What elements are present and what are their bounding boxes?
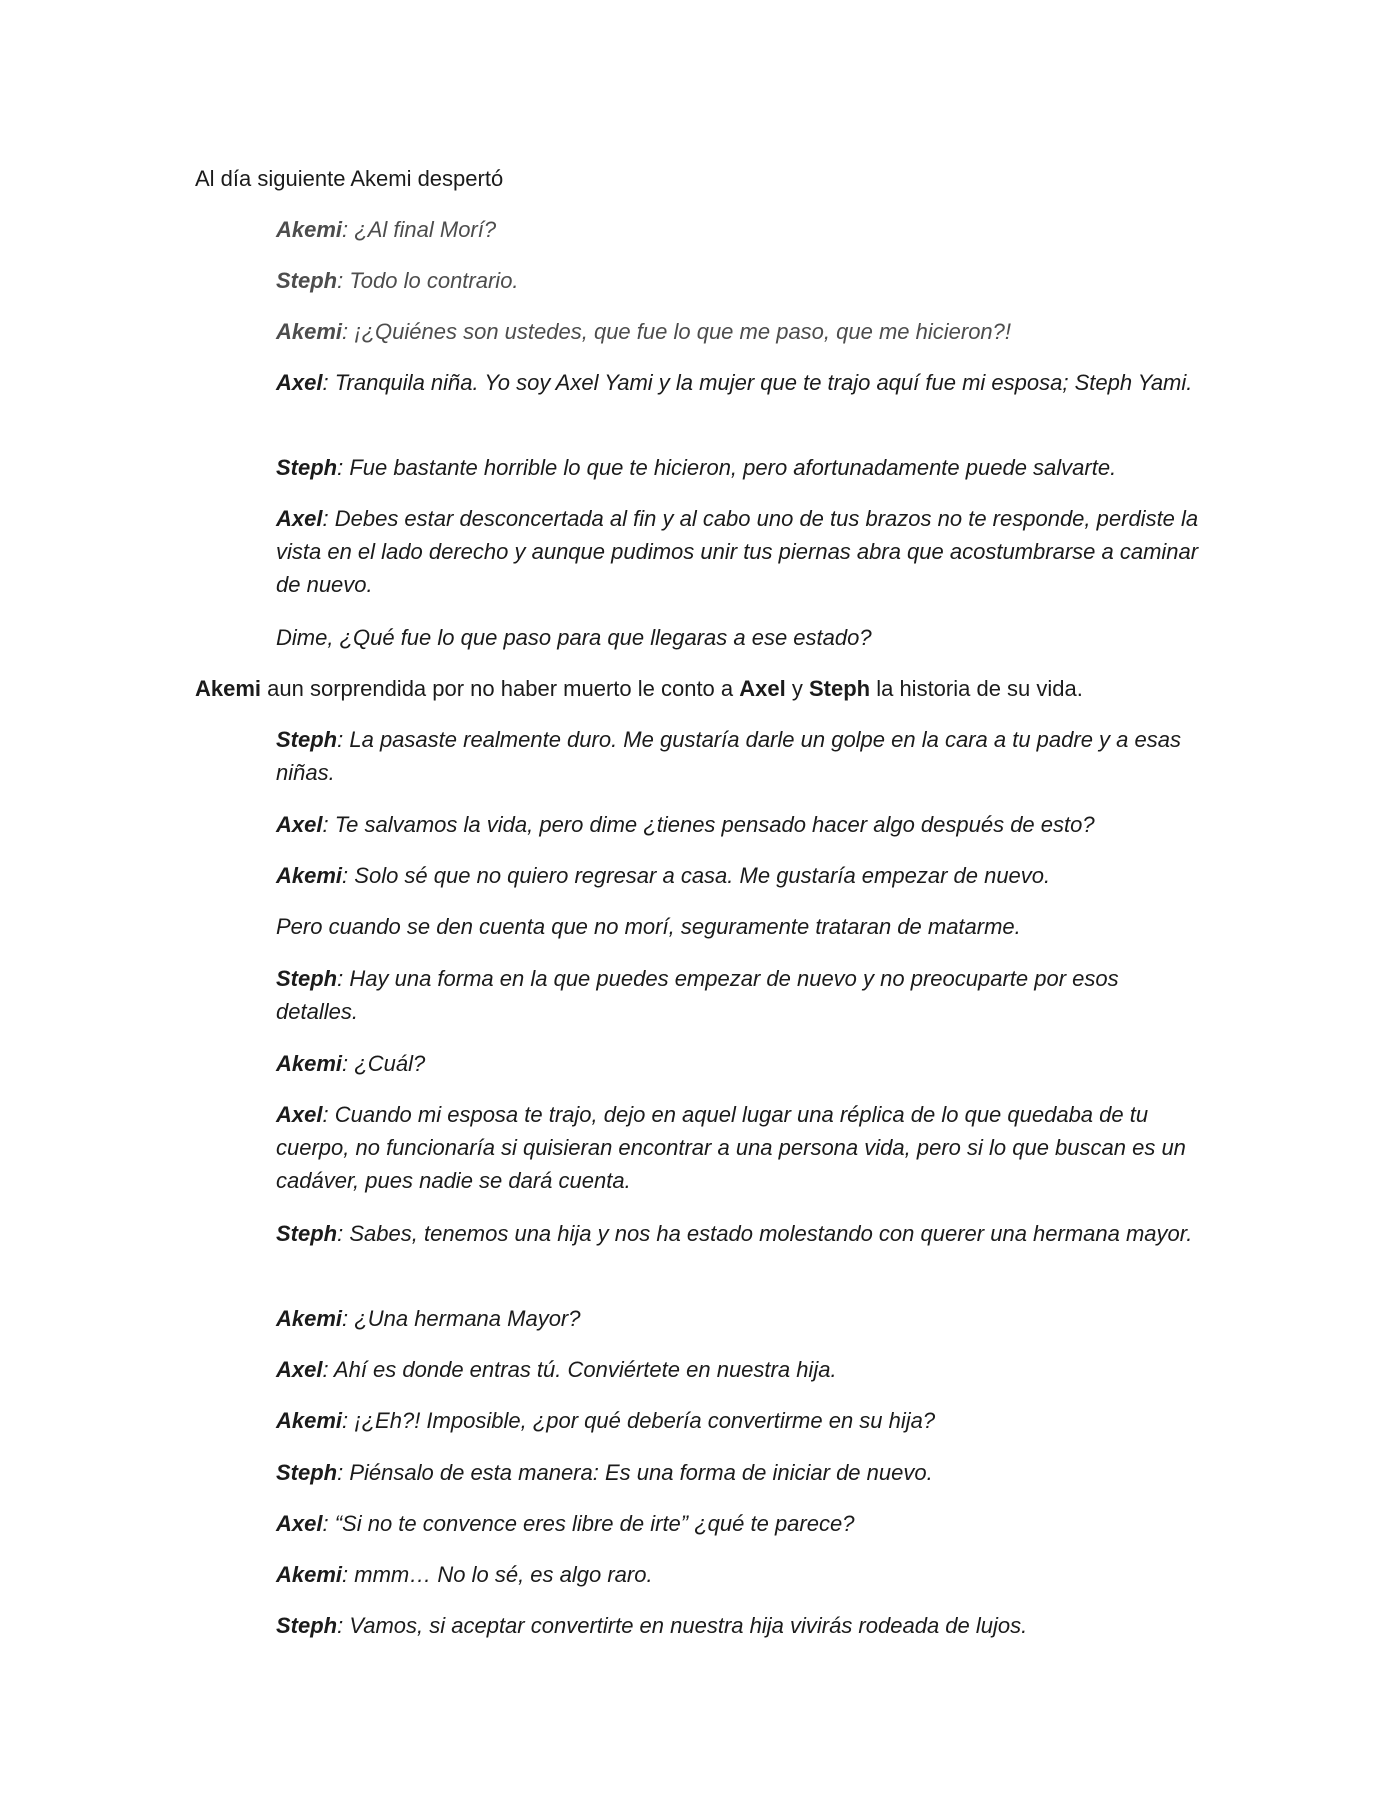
speaker-name: Axel (276, 812, 323, 837)
speaker-name: Steph (276, 455, 338, 480)
speaker-name: Steph (276, 1460, 338, 1485)
dialogue-text: Ahí es donde entras tú. Conviértete en nuestra hija. (328, 1357, 837, 1382)
speaker-separator: : (337, 455, 344, 480)
dialogue-line (276, 1302, 1206, 1335)
speaker-name: Akemi (276, 1051, 343, 1076)
narration-line (195, 672, 1205, 705)
dialogue-text: Hay una forma en la que puedes empezar de nuevo y no preocuparte por esos detalles. (276, 966, 1119, 1024)
narration-text: la historia de su vida. (870, 676, 1083, 701)
dialogue-line (276, 366, 1206, 399)
speaker-name: Steph (276, 1613, 338, 1638)
dialogue-line (276, 451, 1206, 484)
dialogue-line (276, 808, 1206, 841)
dialogue-line (276, 264, 1206, 297)
speaker-separator: : (337, 1460, 344, 1485)
speaker-separator: : (322, 1102, 329, 1127)
speaker-separator: : (322, 1357, 329, 1382)
speaker-name: Steph (276, 727, 338, 752)
dialogue-line (276, 962, 1206, 1028)
dialogue-text: ¿Cuál? (348, 1051, 426, 1076)
dialogue-text: Debes estar desconcertada al fin y al cabo uno de tus brazos no te responde, perdiste la vista en el lado derecho y aunque pudimos unir tus piernas abra que acostumbrarse a caminar de nuevo. (276, 506, 1199, 597)
dialogue-line (276, 315, 1206, 348)
speaker-separator: : (337, 1221, 344, 1246)
speaker-separator: : (337, 727, 344, 752)
speaker-name: Akemi (276, 1408, 343, 1433)
dialogue-text: Dime, ¿Qué fue lo que paso para que llegaras a ese estado? (276, 625, 872, 650)
dialogue-text: Sabes, tenemos una hija y nos ha estado molestando con querer una hermana mayor. (343, 1221, 1193, 1246)
dialogue-line (276, 1507, 1206, 1540)
dialogue-line (276, 1047, 1206, 1080)
speaker-separator: : (322, 370, 329, 395)
speaker-separator: : (337, 966, 344, 991)
speaker-name: Axel (276, 1102, 323, 1127)
opening-text: Al día siguiente Akemi despertó (195, 166, 504, 191)
dialogue-line (276, 1217, 1206, 1250)
speaker-name: Akemi (276, 1562, 343, 1587)
dialogue-line (276, 1404, 1206, 1437)
speaker-separator: : (337, 268, 344, 293)
opening-line (195, 162, 1205, 195)
speaker-name: Steph (276, 268, 338, 293)
speaker-separator: : (322, 812, 329, 837)
dialogue-line (276, 1098, 1206, 1197)
dialogue-line (276, 910, 1206, 943)
dialogue-line (276, 621, 1206, 654)
dialogue-text: Fue bastante horrible lo que te hicieron, pero afortunadamente puede salvarte. (343, 455, 1117, 480)
dialogue-text: Tranquila niña. Yo soy Axel Yami y la mujer que te trajo aquí fue mi esposa; Steph Yami. (328, 370, 1193, 395)
narration-text: y (785, 676, 809, 701)
speaker-name: Axel (276, 506, 323, 531)
speaker-name: Akemi (276, 319, 343, 344)
dialogue-text: Te salvamos la vida, pero dime ¿tienes pensado hacer algo después de esto? (328, 812, 1095, 837)
speaker-name: Akemi (276, 217, 343, 242)
dialogue-text: La pasaste realmente duro. Me gustaría darle un golpe en la cara a tu padre y a esas niñas. (276, 727, 1181, 785)
dialogue-line (276, 1609, 1206, 1642)
narration-name: Steph (808, 676, 871, 701)
dialogue-text: Solo sé que no quiero regresar a casa. Me gustaría empezar de nuevo. (348, 863, 1051, 888)
dialogue-line (276, 723, 1206, 789)
speaker-name: Steph (276, 966, 338, 991)
speaker-name: Axel (276, 370, 323, 395)
speaker-separator: : (337, 1613, 344, 1638)
speaker-separator: : (342, 863, 349, 888)
dialogue-line (276, 1353, 1206, 1386)
dialogue-text: Vamos, si aceptar convertirte en nuestra hija vivirás rodeada de lujos. (343, 1613, 1028, 1638)
dialogue-text: mmm… No lo sé, es algo raro. (348, 1562, 653, 1587)
speaker-separator: : (342, 217, 349, 242)
dialogue-text: ¿Una hermana Mayor? (348, 1306, 581, 1331)
dialogue-text: Todo lo contrario. (343, 268, 519, 293)
speaker-name: Steph (276, 1221, 338, 1246)
dialogue-text: Cuando mi esposa te trajo, dejo en aquel lugar una réplica de lo que quedaba de tu cuerpo, no funcionaría si quisieran encontrar a una persona vida, pero si lo que buscan es un cadáver, pues nadie se dará cuenta. (276, 1102, 1186, 1193)
speaker-separator: : (342, 1562, 349, 1587)
dialogue-line (276, 1456, 1206, 1489)
dialogue-text: “Si no te convence eres libre de irte” ¿qué te parece? (328, 1511, 855, 1536)
speaker-separator: : (342, 1306, 349, 1331)
speaker-name: Axel (276, 1511, 323, 1536)
dialogue-text: Piénsalo de esta manera: Es una forma de iniciar de nuevo. (343, 1460, 933, 1485)
speaker-separator: : (322, 506, 329, 531)
dialogue-text: ¡¿Quiénes son ustedes, que fue lo que me paso, que me hicieron?! (348, 319, 1012, 344)
speaker-separator: : (342, 319, 349, 344)
narration-name: Akemi (195, 676, 262, 701)
dialogue-text: ¿Al final Morí? (348, 217, 497, 242)
narration-text: aun sorprendida por no haber muerto le conto a (261, 676, 740, 701)
speaker-name: Axel (276, 1357, 323, 1382)
speaker-separator: : (342, 1408, 349, 1433)
narration-name: Axel (739, 676, 786, 701)
dialogue-line (276, 213, 1206, 246)
dialogue-line (276, 1558, 1206, 1591)
speaker-separator: : (342, 1051, 349, 1076)
speaker-name: Akemi (276, 1306, 343, 1331)
dialogue-text: Pero cuando se den cuenta que no morí, seguramente trataran de matarme. (276, 914, 1021, 939)
speaker-separator: : (322, 1511, 329, 1536)
dialogue-line (276, 502, 1206, 601)
speaker-name: Akemi (276, 863, 343, 888)
dialogue-text: ¡¿Eh?! Imposible, ¿por qué debería convertirme en su hija? (348, 1408, 936, 1433)
dialogue-line (276, 859, 1206, 892)
